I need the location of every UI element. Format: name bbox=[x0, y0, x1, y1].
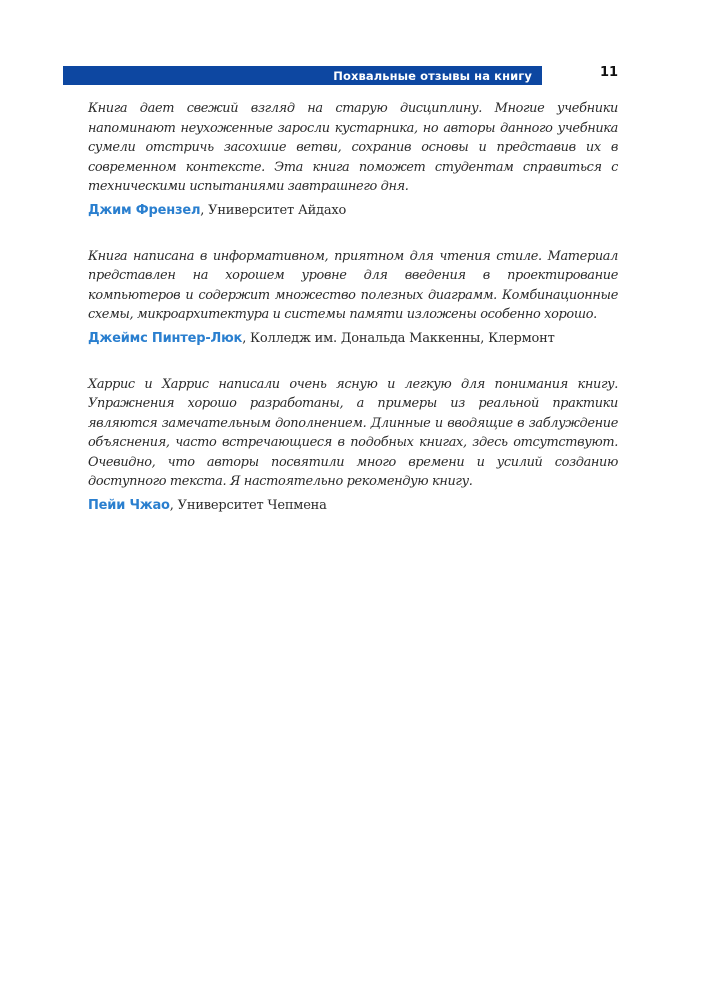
review-quote: Книга дает свежий взгляд на старую дисциплину. Многие учебники напоминают неухоженные заросли кустарника, но авторы данного учебника сумели отстричь засохшие ветви, сохранив основы и представив их в современном контексте. Эта книга поможет студентам справиться с техническими испытаниями завтрашнего дня. bbox=[88, 101, 618, 194]
review-quote: Книга написана в информативном, приятном для чтения стиле. Материал представлен на хорошем уровне для введения в проектирование компьютеров и содержит множество полезных диаграмм. Комбинационные схемы, микроархитектура и системы памяти изложены особенно хорошо. bbox=[88, 248, 618, 322]
review-attribution bbox=[88, 496, 618, 515]
review-author: Джим Френзел bbox=[88, 202, 201, 218]
page-number: 11 bbox=[600, 65, 619, 80]
review-affiliation: , Колледж им. Дональда Маккенны, Клермонт bbox=[242, 330, 555, 346]
review-quote: Харрис и Харрис написали очень ясную и легкую для понимания книгу. Упражнения хорошо разработаны, а примеры из реальной практики являются замечательным дополнением. Длинные и вводящие в заблуждение объяснения, часто встречающиеся в подобных книгах, здесь отсутствуют. Очевидно, что авторы посвятили много времени и усилий созданию доступного текста. Я настоятельно рекомендую книгу. bbox=[88, 376, 618, 489]
reviews-list bbox=[88, 99, 618, 515]
review-author: Джеймс Пинтер-Люк bbox=[88, 330, 243, 346]
review-author: Пейи Чжао bbox=[88, 497, 170, 513]
section-header-bar bbox=[63, 66, 542, 85]
section-title: Похвальные отзывы на книгу bbox=[333, 68, 532, 83]
review-attribution bbox=[88, 201, 618, 220]
review-item bbox=[88, 247, 618, 348]
review-attribution bbox=[88, 329, 618, 348]
review-item bbox=[88, 99, 618, 220]
review-affiliation: , Университет Айдахо bbox=[200, 202, 347, 218]
review-affiliation: , Университет Чепмена bbox=[169, 497, 327, 513]
review-item bbox=[88, 375, 618, 515]
